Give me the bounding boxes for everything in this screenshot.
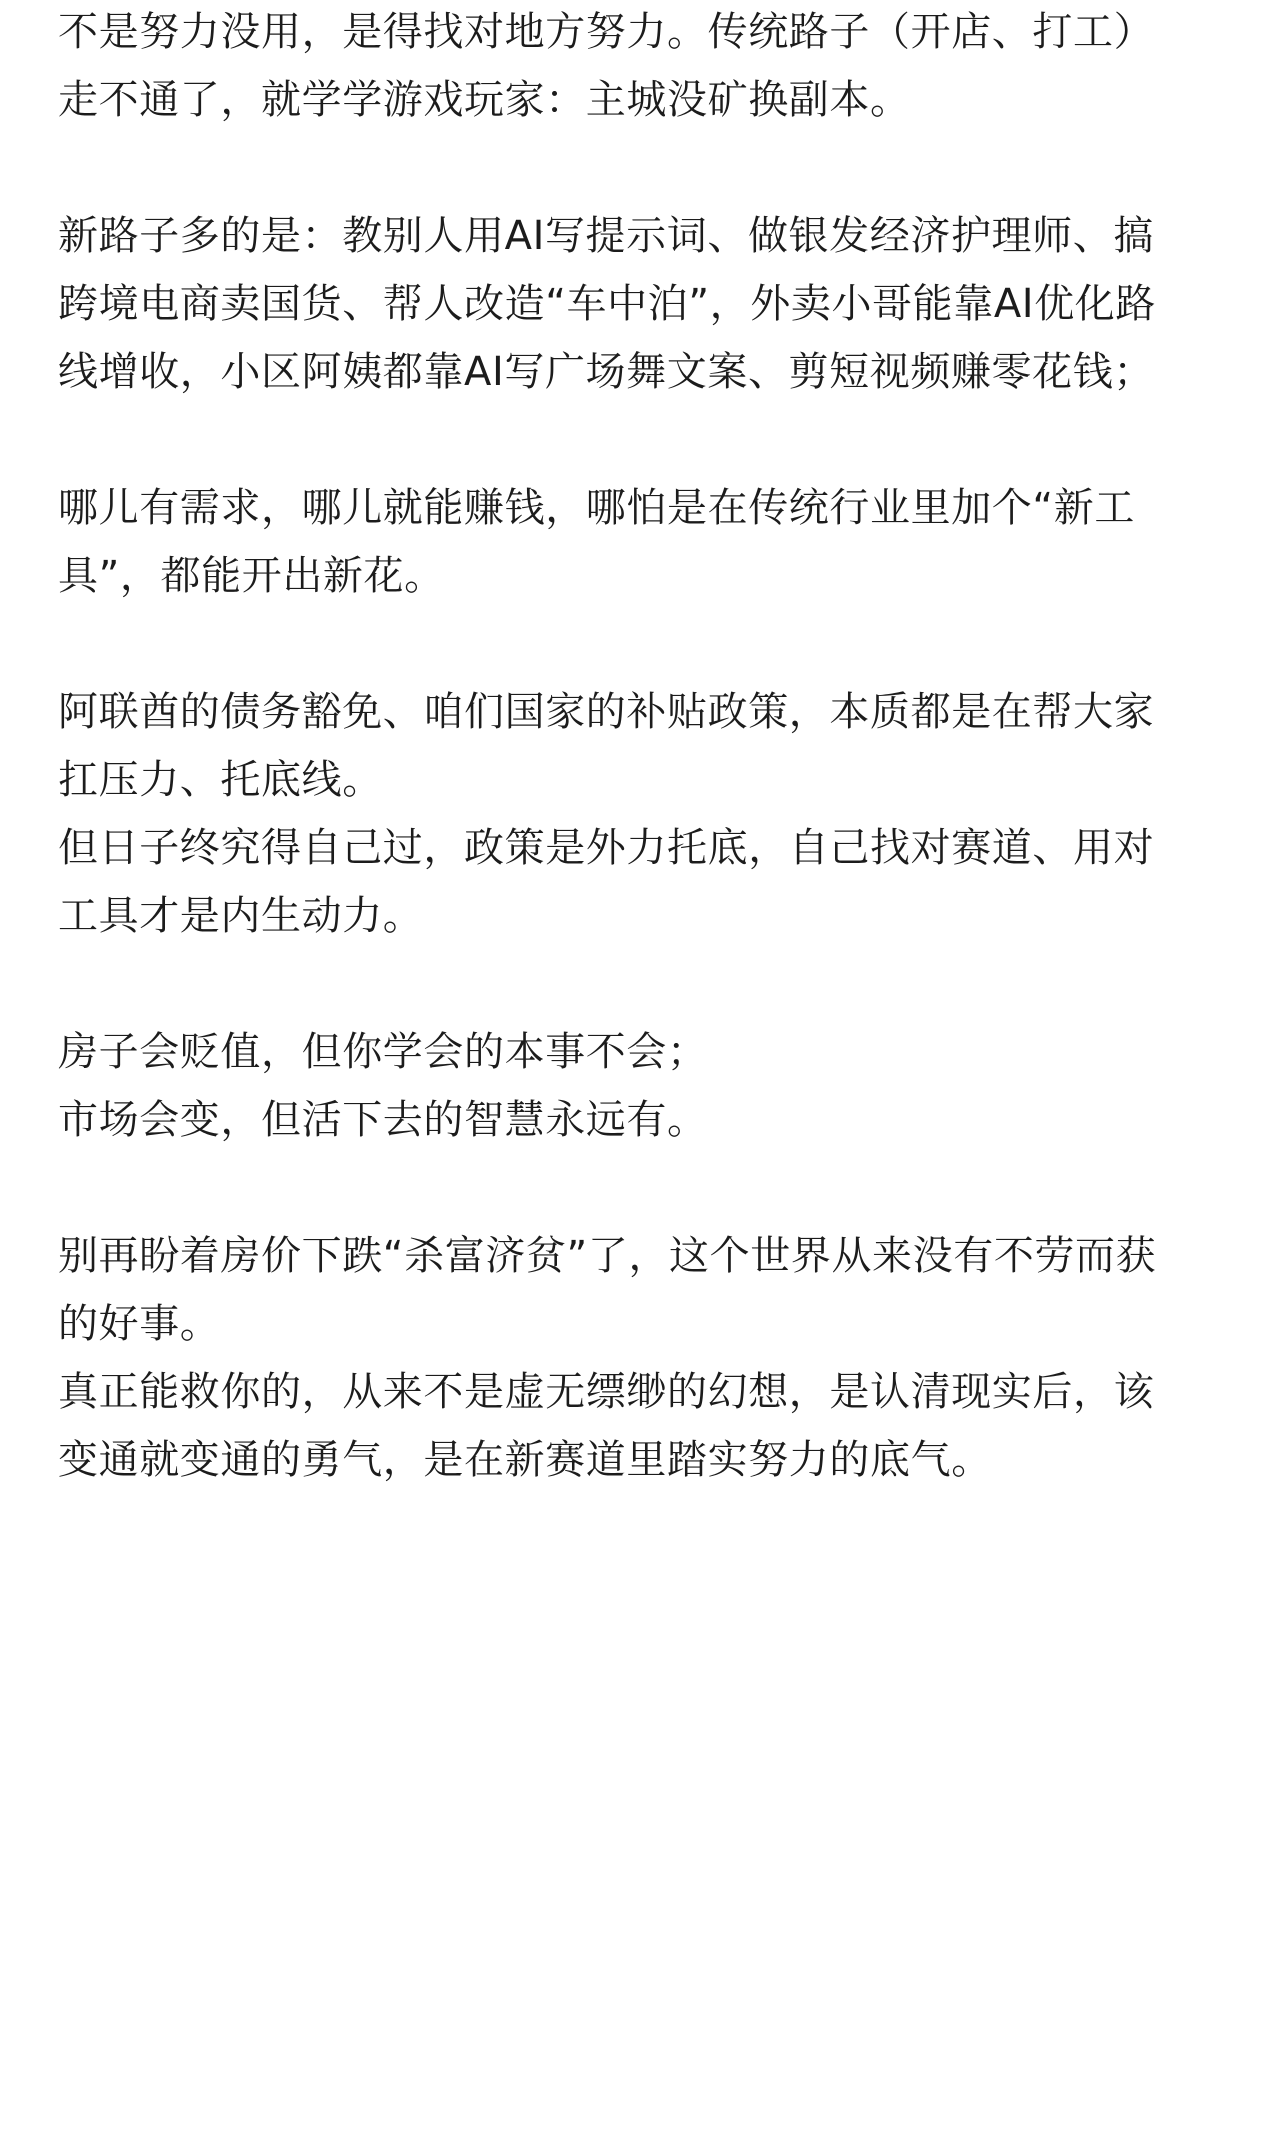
text-line: 走不通了，就学学游戏玩家：主城没矿换副本。: [58, 77, 911, 123]
text-line: 哪儿有需求，哪儿就能赚钱，哪怕是在传统行业里加个“新工: [58, 485, 1135, 531]
text-line: 不是努力没用，是得找对地方努力。传统路子（开店、打工）: [58, 9, 1155, 55]
text-line: 新路子多的是：教别人用AI写提示词、做银发经济护理师、搞: [58, 213, 1154, 259]
text-line: 的好事。: [58, 1301, 221, 1347]
text-line: 扛压力、托底线。: [58, 757, 383, 803]
text-line: 工具才是内生动力。: [58, 893, 424, 939]
text-line: 跨境电商卖国货、帮人改造“车中泊”，外卖小哥能靠AI优化路: [58, 281, 1157, 327]
text-line: 别再盼着房价下跌“杀富济贫”了，这个世界从来没有不劳而获: [58, 1233, 1157, 1279]
text-line: 市场会变，但活下去的智慧永远有。: [58, 1097, 708, 1143]
text-line: 线增收，小区阿姨都靠AI写广场舞文案、剪短视频赚零花钱；: [58, 349, 1154, 395]
text-line: 阿联酋的债务豁免、咱们国家的补贴政策，本质都是在帮大家: [58, 689, 1155, 735]
text-line: 房子会贬值，但你学会的本事不会；: [58, 1029, 708, 1075]
text-line: 变通就变通的勇气，是在新赛道里踏实努力的底气。: [58, 1437, 992, 1483]
text-line: 具”，都能开出新花。: [58, 553, 445, 599]
text-line: 真正能救你的，从来不是虚无缥缈的幻想，是认清现实后，该: [58, 1369, 1155, 1415]
text-line: 但日子终究得自己过，政策是外力托底，自己找对赛道、用对: [58, 825, 1155, 871]
